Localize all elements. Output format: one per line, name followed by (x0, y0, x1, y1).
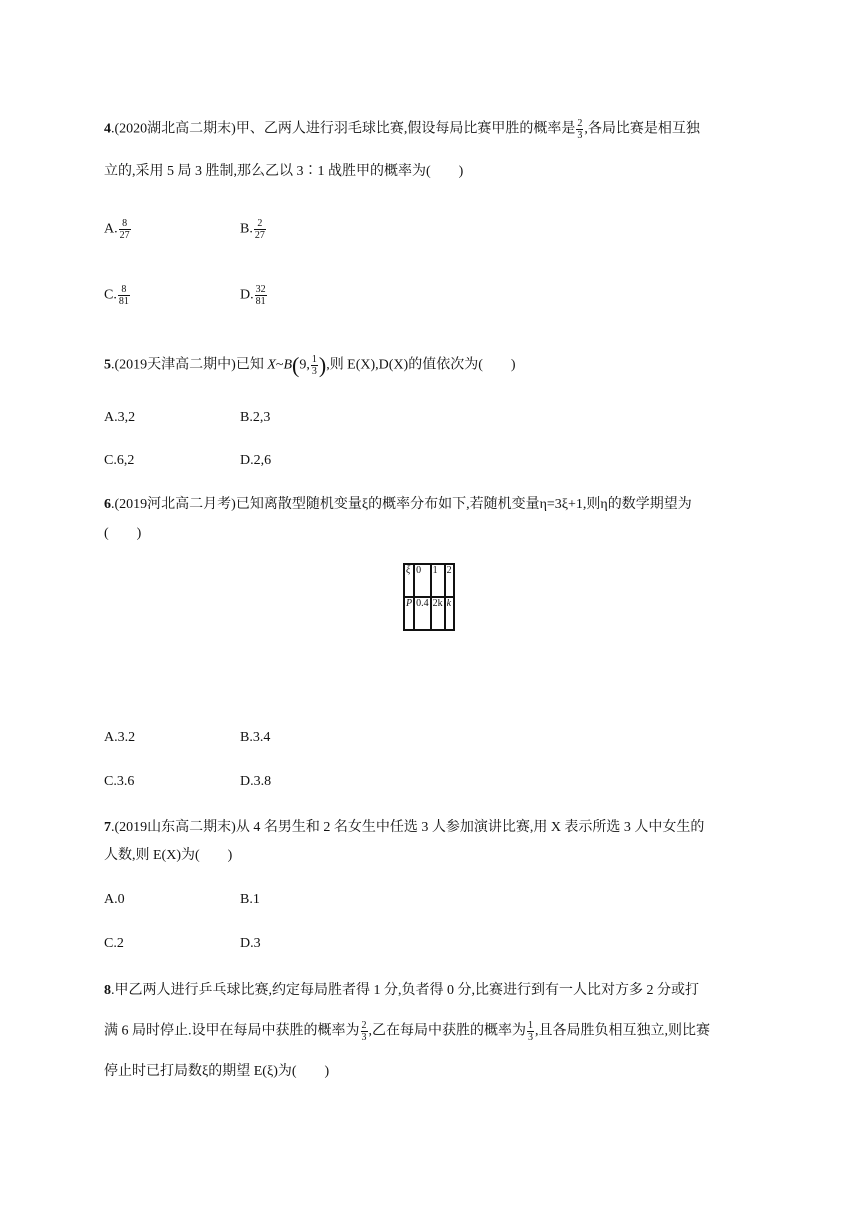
option-b[interactable]: B.3.4 (240, 730, 271, 745)
question-number: 4 (104, 121, 111, 137)
fraction (311, 354, 318, 377)
option-label: A. (104, 221, 118, 237)
question-text: ( ) (104, 526, 142, 541)
table-cell: P (404, 597, 414, 630)
table-cell: 2 (445, 564, 454, 597)
option-b[interactable]: B.2,3 (240, 410, 271, 425)
denominator: 81 (255, 296, 266, 307)
numerator: 1 (311, 354, 317, 365)
numerator: 8 (119, 218, 131, 230)
question-text: 立的,采用 5 局 3 胜制,那么乙以 3∶1 战胜甲的概率为( ) (104, 164, 464, 179)
denominator: 3 (311, 366, 317, 377)
question-6-line-2 (104, 524, 141, 544)
question-text: ,乙在每局中获胜的概率为 (368, 1023, 526, 1039)
option-d[interactable]: D.2,6 (240, 453, 272, 468)
table-row (404, 564, 454, 597)
fraction (254, 218, 266, 241)
numerator: 1 (528, 1020, 533, 1031)
fraction (576, 118, 583, 141)
question-4-line-1 (104, 118, 700, 141)
denominator: 27 (119, 230, 130, 241)
question-text: ,且各局胜负相互独立,则比赛 (535, 1023, 710, 1039)
fraction (527, 1020, 534, 1043)
option-c[interactable] (104, 284, 131, 307)
fraction (119, 218, 131, 241)
option-label: C. (104, 287, 117, 303)
numerator: 32 (255, 284, 266, 295)
option-d[interactable]: D.3 (240, 936, 261, 951)
question-8-line-2 (104, 1020, 710, 1043)
question-text: 停止时已打局数ξ的期望 E(ξ)为( ) (104, 1064, 330, 1079)
table-cell: 0 (414, 564, 431, 597)
table-row (404, 597, 454, 630)
option-label: B. (240, 221, 253, 237)
question-7-line-2 (104, 846, 232, 866)
question-text: 满 6 局时停止.设甲在每局中获胜的概率为 (104, 1023, 360, 1039)
question-text: .(2020湖北高二期末)甲、乙两人进行羽毛球比赛,假设每局比赛甲胜的概率是 (111, 121, 576, 137)
question-number: 5 (104, 357, 111, 373)
variable-b: B (283, 357, 293, 373)
binomial-arg: 9, (299, 357, 310, 373)
question-number: 7 (104, 820, 111, 835)
denominator: 3 (361, 1032, 367, 1043)
tilde: ~ (275, 357, 284, 373)
denominator: 81 (118, 296, 129, 307)
question-number: 6 (104, 497, 111, 512)
numerator: 8 (118, 284, 130, 296)
question-number: 8 (104, 983, 111, 998)
option-a[interactable] (104, 218, 132, 241)
option-b[interactable]: B.1 (240, 892, 260, 907)
fraction (361, 1020, 368, 1043)
question-text: .(2019山东高二期末)从 4 名男生和 2 名女生中任选 3 人参加演讲比赛,用 X 表示所选 3 人中女生的 (111, 820, 705, 835)
option-d[interactable]: D.3.8 (240, 774, 272, 789)
numerator: 2 (254, 218, 266, 230)
denominator: 27 (254, 230, 265, 241)
option-c[interactable]: C.3.6 (104, 774, 135, 789)
fraction (118, 284, 130, 307)
table-cell: ξ (404, 564, 414, 597)
option-a[interactable]: A.3,2 (104, 410, 136, 425)
question-8-line-3 (104, 1062, 329, 1082)
denominator: 3 (577, 130, 583, 141)
question-7-line-1 (104, 818, 704, 838)
question-6-line-1 (104, 495, 692, 515)
table-cell: 2k (431, 597, 445, 630)
table-cell: 0.4 (414, 597, 431, 630)
option-c[interactable]: C.6,2 (104, 453, 135, 468)
option-a[interactable]: A.3.2 (104, 730, 136, 745)
probability-distribution-table (403, 563, 455, 631)
question-text: .(2019河北高二月考)已知离散型随机变量ξ的概率分布如下,若随机变量η=3ξ+1,则η的数学期望为 (111, 497, 692, 512)
question-text: ,则 E(X),D(X)的值依次为( ) (326, 357, 516, 373)
question-4-line-2 (104, 162, 463, 182)
option-d[interactable] (240, 284, 268, 307)
numerator: 2 (577, 118, 583, 129)
option-label: D. (240, 287, 254, 303)
fraction (255, 284, 267, 307)
paren-open: ( (292, 352, 300, 378)
question-text: 人数,则 E(X)为( ) (104, 848, 233, 863)
denominator: 3 (528, 1032, 533, 1043)
option-b[interactable] (240, 218, 267, 241)
paren-close: ) (318, 352, 327, 378)
option-a[interactable]: A.0 (104, 892, 125, 907)
table-cell: 1 (431, 564, 445, 597)
question-text: .甲乙两人进行乒乓球比赛,约定每局胜者得 1 分,负者得 0 分,比赛进行到有一人比对方多 2 分或打 (111, 983, 699, 998)
variable-x: X (267, 357, 276, 373)
option-c[interactable]: C.2 (104, 936, 124, 951)
question-text: .(2019天津高二期中)已知 (111, 357, 268, 373)
question-5-line-1 (104, 354, 516, 377)
question-text: ,各局比赛是相互独 (584, 121, 700, 137)
table-cell: k (445, 597, 454, 630)
numerator: 2 (361, 1020, 367, 1031)
question-8-line-1 (104, 981, 699, 1001)
